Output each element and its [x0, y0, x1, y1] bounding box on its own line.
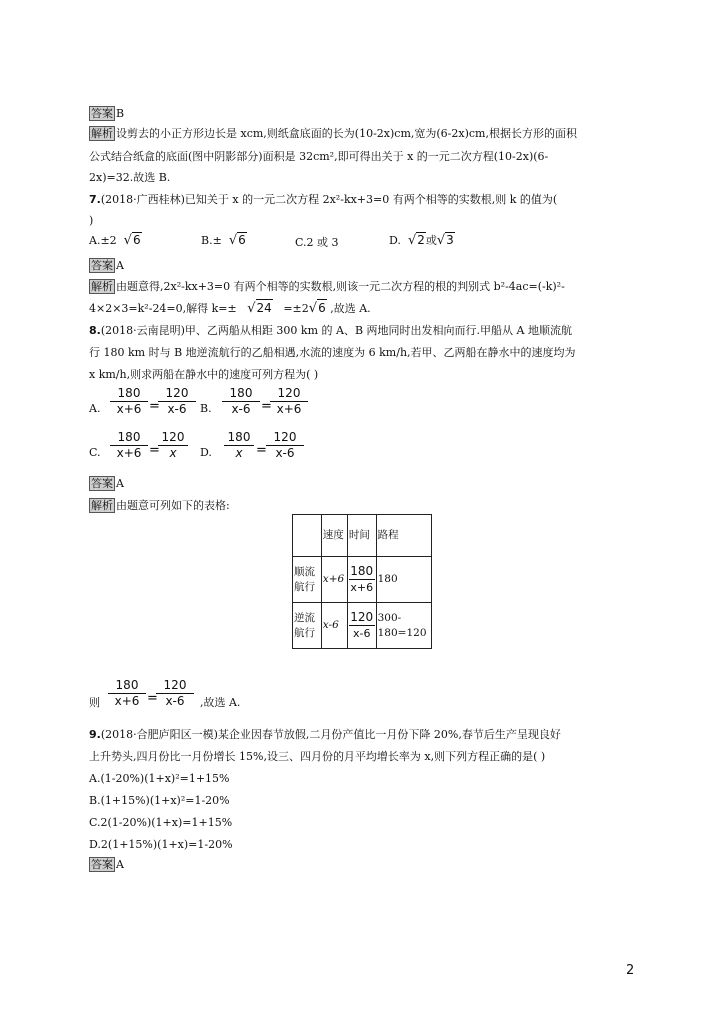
time-fraction: 180 x+6 — [347, 557, 376, 603]
question-number: 9. — [89, 728, 101, 741]
question-number: 7. — [89, 193, 101, 206]
explanation-8-line1: 解析 由题意可列如下的表格: — [91, 499, 230, 512]
speed-time-distance-table — [292, 514, 432, 649]
table-header-speed: 速度 — [321, 515, 347, 557]
answer-tag: 答案 — [91, 858, 113, 871]
q8-option-d-label: D. — [200, 446, 212, 459]
q8-option-c-label: C. — [89, 446, 101, 459]
q9-option-a: A.(1-20%)(1+x)²=1+15% — [89, 772, 230, 785]
question-text: (2018·广西桂林)已知关于 x 的一元二次方程 2x²-kx+3=0 有两个相等的实数根,则 k 的值为( — [100, 193, 558, 206]
equals-sign: = — [147, 691, 158, 706]
table-header-distance: 路程 — [376, 515, 431, 557]
explanation-6-line2: 公式结合纸盒的底面(图中阴影部分)面积是 32cm²,即可得出关于 x 的一元二次方程(10-2x)(6- — [89, 150, 549, 163]
question-9-line1: 9.(2018·合肥庐阳区一模)某企业因春节放假,二月份产值比一月份下降 20%,春节后生产呈现良好 — [89, 728, 561, 741]
q8-option-a-frac1: $\frac{180}{x+6}$ — [110, 386, 148, 417]
q8-option-a-frac2: $\frac{120}{x-6}$ — [158, 386, 196, 417]
explanation-7-line1: 解析 由题意得,2x²-kx+3=0 有两个相等的实数根,则该一元二次方程的根的判别式 b²-4ac=(-k)²- — [91, 280, 565, 293]
answer-tag: 答案 — [91, 259, 113, 272]
conclusion-frac1: $\frac{180}{x+6}$ — [108, 678, 146, 709]
explanation-text: 设剪去的小正方形边长是 xcm,则纸盒底面的长为(10-2x)cm,宽为(6-2x)cm,根据长方形的面积 — [116, 127, 577, 140]
q9-option-d: D.2(1+15%)(1+x)=1-20% — [89, 838, 233, 851]
q7-option-d: D. √2或√3 — [389, 233, 454, 248]
explanation-6-line1 — [89, 126, 577, 142]
q9-option-b: B.(1+15%)(1+x)²=1-20% — [89, 794, 230, 807]
answer-tag: 答案 — [91, 477, 113, 490]
q8-option-d-frac2: $\frac{120}{x-6}$ — [266, 430, 304, 461]
equals-sign: = — [149, 399, 160, 414]
q8-option-d-frac1: $\frac{180}{x}$ — [224, 430, 254, 461]
answer-value: B — [116, 107, 125, 120]
question-8-line2: 行 180 km 时与 B 地逆流航行的乙船相遇,水流的速度为 6 km/h,若甲、乙两船在静水中的速度均为 — [89, 346, 576, 359]
explanation-tag: 解析 — [91, 280, 113, 293]
sqrt-radicand: 6 — [238, 233, 246, 247]
answer-tag: 答案 — [91, 107, 113, 120]
explanation-tag: 解析 — [91, 127, 113, 140]
table-row: 逆流航行 x-6 120 x-6 300-180=120 — [293, 603, 432, 649]
question-7-line2: ) — [89, 214, 94, 227]
equals-sign: = — [256, 443, 267, 458]
table-corner — [293, 515, 322, 557]
explanation-6-line3: 2x)=32.故选 B. — [89, 171, 171, 184]
conclusion-suffix: ,故选 A. — [200, 696, 241, 709]
question-8-line1: 8.(2018·云南昆明)甲、乙两船从相距 300 km 的 A、B 两地同时出发相向而行.甲船从 A 地顺流航 — [89, 324, 572, 337]
q7-option-a: A.±2 √6 — [89, 233, 141, 248]
q8-option-b-label: B. — [200, 402, 212, 415]
row-label-upstream: 逆流航行 — [293, 603, 322, 649]
answer-8 — [89, 476, 124, 492]
page-number: 2 — [626, 963, 635, 978]
sqrt-radicand: 6 — [132, 233, 141, 247]
question-9-line2: 上升势头,四月份比一月份增长 15%,设三、四月份的月平均增长率为 x,则下列方程正确的是( ) — [89, 750, 546, 763]
question-8-line3: x km/h,则求两船在静水中的速度可列方程为( ) — [89, 368, 319, 381]
explanation-7-line2: 4×2×3=k²-24=0,解得 k=± √24 =±2√6 ,故选 A. — [89, 301, 371, 316]
answer-value: A — [116, 477, 124, 490]
q7-option-c: C.2 或 3 — [295, 236, 339, 249]
q8-option-b-frac2: $\frac{120}{x+6}$ — [270, 386, 308, 417]
time-fraction: 120 x-6 — [347, 603, 376, 649]
q8-option-b-frac1: $\frac{180}{x-6}$ — [222, 386, 260, 417]
question-number: 8. — [89, 324, 101, 337]
q7-option-b: B.± √6 — [201, 233, 246, 248]
conclusion-frac2: $\frac{120}{x-6}$ — [156, 678, 194, 709]
q9-option-c: C.2(1-20%)(1+x)=1+15% — [89, 816, 233, 829]
answer-9 — [89, 857, 124, 873]
row-label-downstream: 顺流航行 — [293, 557, 322, 603]
answer-7 — [89, 258, 124, 274]
table-header-time: 时间 — [347, 515, 376, 557]
q8-option-c-frac1: $\frac{180}{x+6}$ — [110, 430, 148, 461]
question-7-line1 — [89, 192, 557, 208]
answer-value: A — [116, 259, 124, 272]
conclusion-prefix: 则 — [89, 696, 100, 709]
answer-6 — [89, 106, 124, 122]
equals-sign: = — [149, 443, 160, 458]
explanation-tag: 解析 — [91, 499, 113, 512]
q8-option-a-label: A. — [89, 402, 101, 415]
q8-option-c-frac2: $\frac{120}{x}$ — [158, 430, 188, 461]
equals-sign: = — [261, 399, 272, 414]
table-row: 顺流航行 x+6 180 x+6 180 — [293, 557, 432, 603]
answer-value: A — [116, 858, 124, 871]
